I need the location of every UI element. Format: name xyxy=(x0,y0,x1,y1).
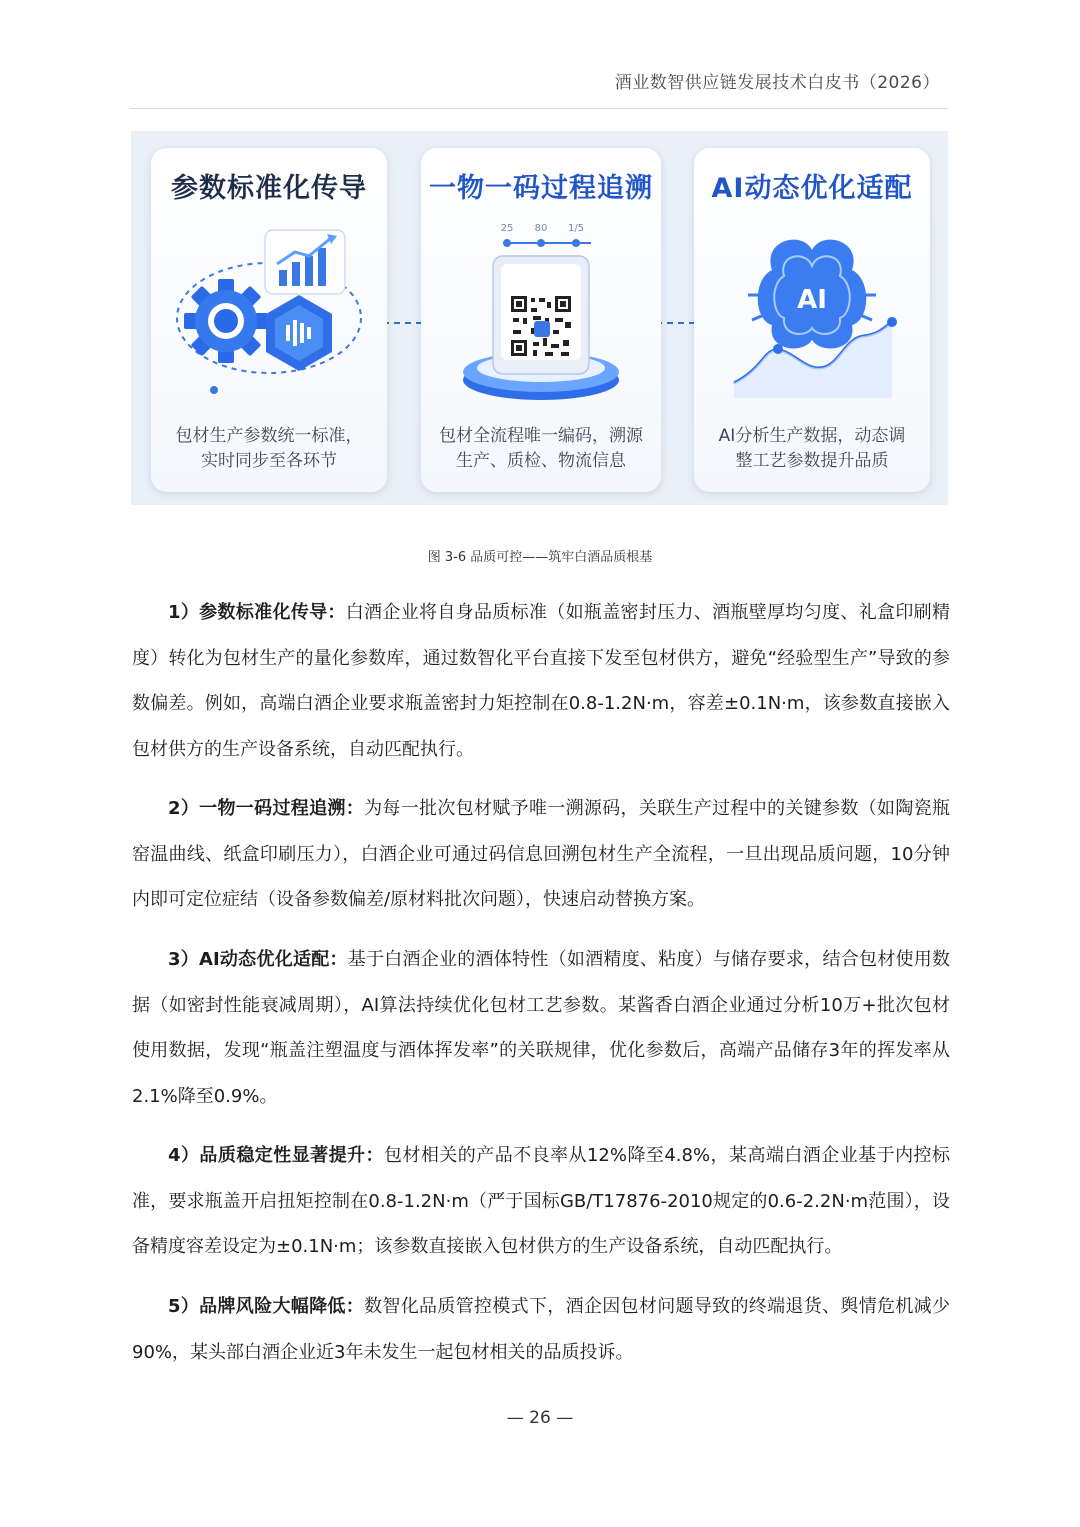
gear-icon xyxy=(184,279,268,363)
paragraph-lead: 3）AI动态优化适配： xyxy=(168,949,348,970)
paragraph-lead: 5）品牌风险大幅降低： xyxy=(168,1296,365,1317)
paragraph-text: 数智化品质管控模式下，酒企因包材问题导致的终端退货、舆情危机减少90%，某头部白酒企业近3年未发生一起包材相关的品质投诉。 xyxy=(132,1296,951,1363)
desc-line: 包材全流程唯一编码，溯源 xyxy=(439,426,643,446)
svg-text:1/5: 1/5 xyxy=(567,223,585,234)
paragraph xyxy=(132,1284,950,1375)
card-ai-optimization xyxy=(694,148,930,492)
page-number: — 26 — xyxy=(506,1408,574,1428)
svg-text:80: 80 xyxy=(534,223,548,234)
qr-code-pedestal-icon xyxy=(421,218,661,418)
card-parameter-standardization xyxy=(151,148,387,492)
desc-line: AI分析生产数据，动态调 xyxy=(718,426,906,446)
paragraph xyxy=(132,786,950,923)
paragraph-text: 白酒企业将自身品质标准（如瓶盖密封压力、酒瓶壁厚均匀度、礼盒印刷精度）转化为包材生产的量化参数库，通过数智化平台直接下发至包材供方，避免“经验型生产”导致的参数偏差。例如，高端白酒企业要求瓶盖密封力矩控制在0.8-1.2N·m，容差±0.1N·m，该参数直接嵌入包材供方的生产设备系统，自动匹配执行。 xyxy=(132,602,950,760)
paragraph-text: 为每一批次包材赋予唯一溯源码，关联生产过程中的关键参数（如陶瓷瓶窑温曲线、纸盒印刷压力），白酒企业可通过码信息回溯包材生产全流程，一旦出现品质问题，10分钟内即可定位症结（设备参数偏差/原材料批次问题），快速启动替换方案。 xyxy=(132,798,951,910)
svg-text:AI: AI xyxy=(797,285,827,315)
card-title: 参数标准化传导 xyxy=(171,173,367,204)
paragraph-text: 基于白酒企业的酒体特性（如酒精度、粘度）与储存要求，结合包材使用数据（如密封性能衰减周期），AI算法持续优化包材工艺参数。某酱香白酒企业通过分析10万+批次包材使用数据，发现“瓶盖注塑温度与酒体挥发率”的关联规律，优化参数后，高端产品储存3年的挥发率从2.1%降至0.9%。 xyxy=(132,949,950,1107)
ai-brain-icon xyxy=(748,240,876,349)
svg-text:25: 25 xyxy=(500,223,514,234)
desc-line: 整工艺参数提升品质 xyxy=(735,451,889,471)
ai-brain-trend-icon xyxy=(694,218,930,418)
figure-caption: 图 3-6 品质可控——筑牢白酒品质根基 xyxy=(427,550,653,565)
paragraph-lead: 2）一物一码过程追溯： xyxy=(168,798,365,819)
card-description xyxy=(161,424,377,474)
gear-chart-hexagon-icon xyxy=(151,218,387,418)
card-title: AI动态优化适配 xyxy=(711,173,913,204)
bar-chart-icon xyxy=(265,230,345,294)
figure-quality-control xyxy=(131,131,948,505)
card-description xyxy=(704,424,920,474)
waveform-hexagon-icon xyxy=(266,295,332,371)
paragraph-lead: 1）参数标准化传导： xyxy=(168,602,346,623)
paragraph-text: 包材相关的产品不良率从12%降至4.8%，某高端白酒企业基于内控标准，要求瓶盖开启扭矩控制在0.8-1.2N·m（严于国标GB/T17876-2010规定的0.6-2.2N·m范围），设备精度容差设定为±0.1N·m；该参数直接嵌入包材供方的生产设备系统，自动匹配执行。 xyxy=(132,1145,950,1257)
desc-line: 包材生产参数统一标准， xyxy=(175,426,363,446)
paragraph xyxy=(132,590,950,772)
document-title: 酒业数智供应链发展技术白皮书（2026） xyxy=(614,73,940,93)
card-one-item-one-code xyxy=(421,148,661,492)
card-description xyxy=(431,424,651,474)
qr-code-icon xyxy=(509,294,573,358)
paragraph-lead: 4）品质稳定性显著提升： xyxy=(168,1145,384,1166)
card-title: 一物一码过程追溯 xyxy=(429,173,653,204)
desc-line: 实时同步至各环节 xyxy=(201,451,337,471)
paragraph xyxy=(132,937,950,1119)
desc-line: 生产、质检、物流信息 xyxy=(456,451,626,471)
paragraph xyxy=(132,1133,950,1270)
page-header xyxy=(130,64,948,109)
